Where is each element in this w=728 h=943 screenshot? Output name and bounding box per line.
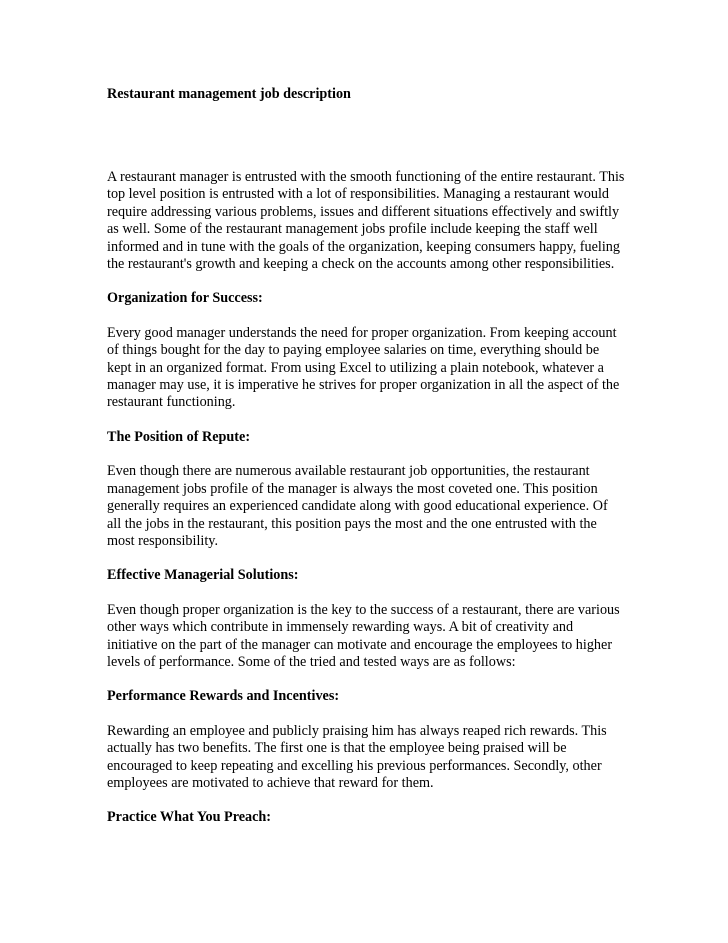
intro-paragraph: A restaurant manager is entrusted with the smooth functioning of the entire restaurant. This top level position is entrusted with a lot of responsibilities. Managing a restaurant would require addressing various problems, issues and different situations effectively and swiftly as well. Some of the restaurant management jobs profile include keeping the staff well informed and in tune with the goals of the organization, keeping consumers happy, fueling the restaurant's growth and keeping a check on the accounts among other responsibilities. bbox=[107, 169, 625, 273]
section-body-solutions: Even though proper organization is the key to the success of a restaurant, there are various other ways which contribute in immensely rewarding ways. A bit of creativity and initiative on the part of the manager can motivate and encourage the employees to higher levels of performance. Some of the tried and tested ways are as follows: bbox=[107, 601, 620, 670]
section-heading-rewards: Performance Rewards and Incentives: bbox=[107, 688, 340, 705]
section-body-rewards: Rewarding an employee and publicly praising him has always reaped rich rewards. This actually has two benefits. The first one is that the employee being praised will be encouraged to keep repeating and excelling his previous performances. Secondly, other employees are motivated to achieve that reward for them. bbox=[107, 722, 607, 791]
section-body-position: Even though there are numerous available restaurant job opportunities, the restaurant management jobs profile of the manager is always the most coveted one. This position generally requires an experienced candidate along with good educational experience. Of all the jobs in the restaurant, this position pays the most and the one entrusted with the most responsibility. bbox=[107, 463, 608, 549]
section-body-organization: Every good manager understands the need for proper organization. From keeping account of things bought for the day to paying employee salaries on time, everything should be kept in an organized format. From using Excel to utilizing a plain notebook, whatever a manager may use, it is imperative he strives for proper organization in all the aspect of the restaurant functioning. bbox=[107, 324, 620, 411]
section-heading-position: The Position of Repute: bbox=[107, 428, 251, 445]
section-heading-organization: Organization for Success: bbox=[107, 290, 263, 307]
document-page bbox=[107, 86, 625, 827]
document-title: Restaurant management job description bbox=[107, 86, 351, 102]
section-heading-solutions: Effective Managerial Solutions: bbox=[107, 567, 299, 584]
section-heading-practice: Practice What You Preach: bbox=[107, 809, 272, 826]
